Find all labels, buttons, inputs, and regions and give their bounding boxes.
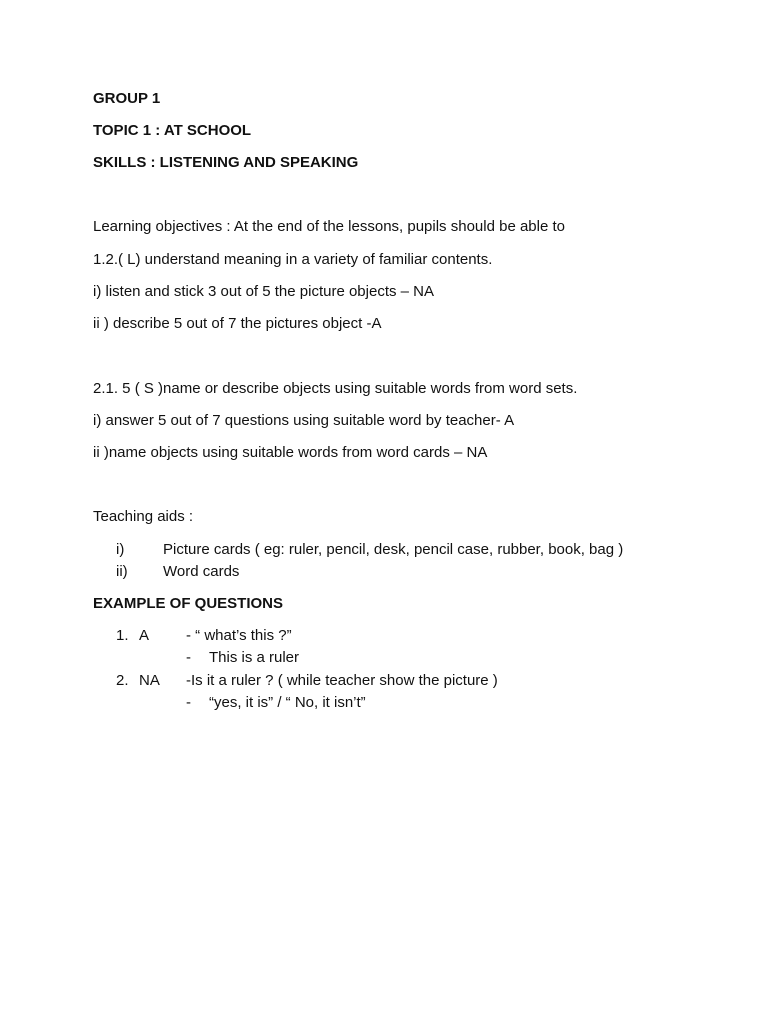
aid-item-text: Word cards	[163, 563, 240, 580]
question-number: 1.	[116, 627, 129, 644]
answer-text: “yes, it is” / “ No, it isn’t”	[209, 694, 366, 711]
answer-dash: -	[186, 649, 191, 666]
question-prompt: -Is it a ruler ? ( while teacher show the picture )	[186, 672, 498, 689]
question-number: 2.	[116, 672, 129, 689]
standard-2-item-i: i) answer 5 out of 7 questions using suitable word by teacher- A	[93, 412, 515, 429]
teaching-aids-heading: Teaching aids :	[93, 508, 194, 525]
topic-heading: TOPIC 1 : AT SCHOOL	[93, 122, 252, 139]
learning-standard-1: 1.2.( L) understand meaning in a variety of familiar contents.	[93, 251, 493, 268]
answer-dash: -	[186, 694, 191, 711]
skills-heading: SKILLS : LISTENING AND SPEAKING	[93, 154, 359, 171]
aid-item-number: i)	[116, 541, 125, 558]
answer-text: This is a ruler	[209, 649, 300, 666]
aid-item-text: Picture cards ( eg: ruler, pencil, desk, pencil case, rubber, book, bag )	[163, 541, 624, 558]
standard-2-item-ii: ii )name objects using suitable words from word cards – NA	[93, 444, 488, 461]
group-heading: GROUP 1	[93, 90, 161, 107]
objectives-intro: Learning objectives : At the end of the lessons, pupils should be able to	[93, 218, 565, 235]
learning-standard-2: 2.1. 5 ( S )name or describe objects using suitable words from word sets.	[93, 380, 578, 397]
standard-1-item-ii: ii ) describe 5 out of 7 the pictures object -A	[93, 315, 382, 332]
standard-1-item-i: i) listen and stick 3 out of 5 the picture objects – NA	[93, 283, 435, 300]
aid-item-number: ii)	[116, 563, 128, 580]
question-label: NA	[139, 672, 160, 689]
questions-heading: EXAMPLE OF QUESTIONS	[93, 595, 284, 612]
question-prompt: - “ what’s this ?”	[186, 627, 292, 644]
question-label: A	[139, 627, 150, 644]
